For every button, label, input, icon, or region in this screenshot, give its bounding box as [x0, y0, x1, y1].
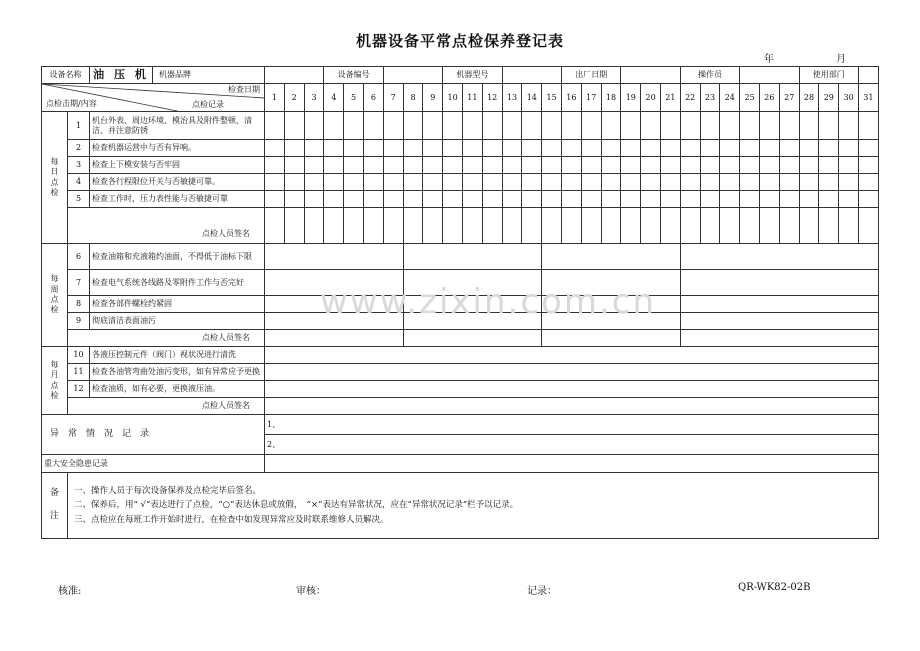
check-cell [819, 157, 839, 174]
item-text: 检查上下模安装与否牢固 [90, 157, 265, 174]
sign-cell [819, 208, 839, 244]
item-number: 11 [68, 364, 90, 381]
check-cell [423, 191, 443, 208]
check-cell [839, 140, 859, 157]
check-cell [760, 140, 780, 157]
check-cell [720, 174, 740, 191]
day-header: 23 [700, 84, 720, 112]
check-cell [740, 191, 760, 208]
check-cell [641, 112, 661, 140]
check-cell [839, 157, 859, 174]
check-cell [383, 140, 403, 157]
check-cell [304, 174, 324, 191]
item-text: 检查各部件螺栓约紧固 [90, 296, 265, 313]
monthly-section-label: 每 月 点 检 [42, 347, 68, 415]
record-label: 记录： [527, 586, 557, 597]
day-header: 17 [581, 84, 601, 112]
day-header: 26 [760, 84, 780, 112]
check-cell [740, 157, 760, 174]
day-header: 10 [443, 84, 463, 112]
check-cell [859, 157, 879, 174]
item-text: 机台外表、周边环境、模治具及附件整顿、清洁、并注意防锈 [90, 112, 265, 140]
month-cell [265, 347, 879, 364]
check-cell [601, 112, 621, 140]
sign-cell [482, 208, 502, 244]
day-header: 28 [799, 84, 819, 112]
check-cell [700, 112, 720, 140]
check-cell [463, 157, 483, 174]
check-cell [680, 191, 700, 208]
check-date-label: 检查日期 [228, 85, 260, 94]
abnormal-line-1: 1、 [265, 415, 879, 435]
dept-value [859, 67, 879, 84]
day-header: 15 [542, 84, 562, 112]
item-number: 9 [68, 313, 90, 330]
week-sign-cell [403, 330, 542, 347]
item-number: 5 [68, 191, 90, 208]
check-cell [779, 191, 799, 208]
check-cell [423, 112, 443, 140]
check-cell [700, 157, 720, 174]
day-header: 12 [482, 84, 502, 112]
check-cell [621, 112, 641, 140]
sign-cell [383, 208, 403, 244]
item-number: 12 [68, 381, 90, 398]
item-text: 检查电气系统各线路及零附件工作与否完好 [90, 270, 265, 296]
check-cell [364, 174, 384, 191]
sign-cell [581, 208, 601, 244]
day-header: 31 [859, 84, 879, 112]
item-number: 1 [68, 112, 90, 140]
month-cell [265, 381, 879, 398]
check-cell [581, 191, 601, 208]
sign-cell [324, 208, 344, 244]
check-cell [265, 191, 285, 208]
abnormal-label: 异 常 情 况 记 录 [42, 415, 265, 455]
check-cell [819, 191, 839, 208]
watermark: www.zixin.com.cn [320, 282, 656, 322]
check-cell [641, 140, 661, 157]
check-cell [403, 174, 423, 191]
item-number: 8 [68, 296, 90, 313]
check-cell [502, 140, 522, 157]
check-cell [542, 191, 562, 208]
check-cell [265, 140, 285, 157]
check-cell [562, 112, 582, 140]
sign-cell [562, 208, 582, 244]
check-cell [463, 140, 483, 157]
item-text: 彻底清洁表面油污 [90, 313, 265, 330]
day-header: 13 [502, 84, 522, 112]
form-code: QR-WK82-02B [738, 582, 811, 593]
check-cell [542, 174, 562, 191]
sign-cell [799, 208, 819, 244]
check-cell [542, 140, 562, 157]
check-cell [819, 174, 839, 191]
item-text: 检查各油管弯曲处油污变形，如有异常应予更换 [90, 364, 265, 381]
brand-label: 机器品牌 [159, 70, 191, 79]
item-number: 3 [68, 157, 90, 174]
sign-cell [265, 208, 285, 244]
week-cell [680, 244, 878, 270]
check-cell [443, 174, 463, 191]
remark-line: 三、点检应在每班工作开始时进行，在检查中如发现异常应及时联系维修人员解决。 [74, 514, 389, 525]
remarks-label: 备 注 [42, 473, 68, 539]
check-cell [522, 112, 542, 140]
check-cell [522, 174, 542, 191]
weekly-section-label: 每 周 点 检 [42, 244, 68, 347]
week-sign-cell [265, 330, 404, 347]
check-cell [443, 140, 463, 157]
check-cell [344, 112, 364, 140]
check-cell [581, 112, 601, 140]
month-sign-cell [265, 398, 879, 415]
check-cell [542, 112, 562, 140]
week-cell [542, 244, 681, 270]
check-cell [621, 157, 641, 174]
check-cell [502, 174, 522, 191]
week-sign-cell [542, 330, 681, 347]
check-cell [482, 174, 502, 191]
check-cell [522, 191, 542, 208]
check-cell [364, 157, 384, 174]
check-cell [680, 157, 700, 174]
remark-line: 二、保养后，用“ √”表达进行了点检，“○”表达休息或放假， “×”表达有异常状况，应在“异常状况记录”栏予以记录。 [74, 500, 519, 511]
check-cell [779, 174, 799, 191]
day-header: 1 [265, 84, 285, 112]
hazard-value [265, 455, 879, 473]
review-label: 审核： [296, 586, 326, 597]
check-cell [601, 191, 621, 208]
check-cell [621, 191, 641, 208]
check-cell [859, 112, 879, 140]
check-cell [403, 191, 423, 208]
check-cell [819, 140, 839, 157]
equip-name-value: 油 压 机 [90, 67, 153, 83]
sign-cell [443, 208, 463, 244]
month-cell [265, 364, 879, 381]
check-cell [522, 140, 542, 157]
check-cell [799, 191, 819, 208]
check-cell [562, 191, 582, 208]
week-sign-cell [680, 330, 878, 347]
check-cell [284, 157, 304, 174]
item-text: 检查油箱和充液箱约油面，不得低于油标下限 [90, 244, 265, 270]
check-cell [502, 157, 522, 174]
check-cell [304, 157, 324, 174]
weekly-sign-label: 点检人员签名 [68, 330, 265, 347]
check-cell [581, 140, 601, 157]
day-header: 14 [522, 84, 542, 112]
check-cell [423, 140, 443, 157]
check-cell [304, 112, 324, 140]
check-cell [680, 174, 700, 191]
check-cell [799, 112, 819, 140]
check-cell [799, 140, 819, 157]
check-cell [680, 112, 700, 140]
week-cell [680, 270, 878, 296]
check-cell [601, 174, 621, 191]
day-header: 4 [324, 84, 344, 112]
check-cell [482, 157, 502, 174]
check-cell [364, 191, 384, 208]
check-cell [601, 140, 621, 157]
check-cell [403, 112, 423, 140]
sign-cell [601, 208, 621, 244]
model-label: 机器型号 [443, 67, 502, 84]
check-cell [324, 157, 344, 174]
sign-cell [502, 208, 522, 244]
check-cell [502, 191, 522, 208]
check-cell [641, 157, 661, 174]
sign-cell [364, 208, 384, 244]
check-cell [680, 140, 700, 157]
check-cell [740, 112, 760, 140]
day-header: 5 [344, 84, 364, 112]
check-cell [601, 157, 621, 174]
sign-cell [720, 208, 740, 244]
equip-name-label: 设备名称 [42, 67, 90, 84]
brand-value [265, 67, 324, 84]
check-cell [562, 140, 582, 157]
equip-no-value [383, 67, 442, 84]
item-text: 各液压控制元件（阀门）视状况进行清洗 [90, 347, 265, 364]
check-cell [304, 140, 324, 157]
check-cell [364, 112, 384, 140]
remark-line: 一、操作人员于每次设备保养及点检完毕后签名。 [74, 485, 262, 496]
check-cell [403, 157, 423, 174]
hazard-label: 重大安全隐患记录 [42, 455, 265, 473]
sign-cell [660, 208, 680, 244]
check-cell [720, 140, 740, 157]
check-cell [720, 112, 740, 140]
day-header: 7 [383, 84, 403, 112]
check-cell [562, 157, 582, 174]
sign-cell [859, 208, 879, 244]
sign-cell [403, 208, 423, 244]
check-cell [700, 174, 720, 191]
sign-cell [621, 208, 641, 244]
check-cell [284, 174, 304, 191]
check-cell [839, 191, 859, 208]
sign-cell [700, 208, 720, 244]
item-number: 4 [68, 174, 90, 191]
check-cell [859, 140, 879, 157]
week-cell [680, 313, 878, 330]
factory-date-label: 出厂日期 [562, 67, 621, 84]
day-header: 22 [680, 84, 700, 112]
sign-cell [522, 208, 542, 244]
model-value [502, 67, 561, 84]
check-cell [482, 112, 502, 140]
sign-cell [304, 208, 324, 244]
check-cell [839, 174, 859, 191]
sign-cell [344, 208, 364, 244]
month-label: 月 [836, 54, 846, 65]
operator-label: 操作员 [680, 67, 739, 84]
check-cell [740, 140, 760, 157]
check-cell [463, 191, 483, 208]
check-cell [284, 112, 304, 140]
sign-cell [542, 208, 562, 244]
check-cell [383, 191, 403, 208]
factory-date-value [621, 67, 680, 84]
item-text: 检查油质，如有必要，更换液压油。 [90, 381, 265, 398]
check-cell [779, 157, 799, 174]
check-cell [443, 157, 463, 174]
daily-section-label: 每 日 点 检 [42, 112, 68, 244]
check-cell [344, 157, 364, 174]
check-cell [641, 174, 661, 191]
day-header: 19 [621, 84, 641, 112]
diagonal-header [42, 84, 265, 112]
day-header: 30 [839, 84, 859, 112]
week-cell [680, 296, 878, 313]
item-text: 检查各行程限位开关与否敏捷可靠。 [90, 174, 265, 191]
item-number: 6 [68, 244, 90, 270]
item-number: 7 [68, 270, 90, 296]
check-cell [522, 157, 542, 174]
check-cell [720, 157, 740, 174]
check-cell [344, 191, 364, 208]
abnormal-line-2: 2、 [265, 435, 879, 455]
item-number: 10 [68, 347, 90, 364]
item-number: 2 [68, 140, 90, 157]
check-cell [760, 157, 780, 174]
check-cell [760, 174, 780, 191]
week-cell [265, 244, 404, 270]
sign-cell [839, 208, 859, 244]
item-text: 检查工作时，压力表性能与否敏捷可靠 [90, 191, 265, 208]
check-cell [482, 191, 502, 208]
equip-no-label: 设备编号 [324, 67, 383, 84]
check-cell [383, 174, 403, 191]
check-cell [660, 112, 680, 140]
check-cell [284, 191, 304, 208]
check-cell [383, 112, 403, 140]
monthly-sign-label: 点检人员签名 [68, 398, 265, 415]
check-cell [482, 140, 502, 157]
day-header: 21 [660, 84, 680, 112]
day-header: 6 [364, 84, 384, 112]
check-cell [542, 157, 562, 174]
check-cell [344, 140, 364, 157]
check-cell [660, 174, 680, 191]
check-cell [324, 140, 344, 157]
check-cell [720, 191, 740, 208]
sign-cell [641, 208, 661, 244]
sign-cell [680, 208, 700, 244]
check-cell [344, 174, 364, 191]
check-cell [760, 191, 780, 208]
check-cell [779, 140, 799, 157]
check-cell [562, 174, 582, 191]
check-cell [463, 174, 483, 191]
daily-sign-label: 点检人员签名 [68, 208, 265, 244]
day-header: 2 [284, 84, 304, 112]
day-header: 25 [740, 84, 760, 112]
approve-label: 核准: [58, 586, 82, 597]
dept-label: 使用部门 [799, 67, 858, 84]
sign-cell [779, 208, 799, 244]
check-cell [700, 191, 720, 208]
check-cell [423, 157, 443, 174]
check-cell [284, 140, 304, 157]
check-cell [621, 174, 641, 191]
check-cell [324, 174, 344, 191]
check-cell [463, 112, 483, 140]
day-header: 3 [304, 84, 324, 112]
check-cell [621, 140, 641, 157]
check-cell [859, 174, 879, 191]
check-cell [403, 140, 423, 157]
year-label: 年 [764, 54, 774, 65]
day-header: 29 [819, 84, 839, 112]
sign-cell [760, 208, 780, 244]
check-cell [324, 191, 344, 208]
day-header: 16 [562, 84, 582, 112]
sign-cell [463, 208, 483, 244]
check-cell [383, 157, 403, 174]
check-cell [581, 157, 601, 174]
check-cell [799, 157, 819, 174]
check-cell [660, 191, 680, 208]
check-cell [760, 112, 780, 140]
record-label: 点检记录 [192, 100, 224, 109]
check-cell [443, 112, 463, 140]
check-cell [443, 191, 463, 208]
check-cell [502, 112, 522, 140]
check-cell [779, 112, 799, 140]
day-header: 9 [423, 84, 443, 112]
check-cell [839, 112, 859, 140]
check-cell [700, 140, 720, 157]
check-cell [364, 140, 384, 157]
remarks-body [68, 473, 879, 539]
week-cell [403, 244, 542, 270]
sign-cell [423, 208, 443, 244]
check-cell [265, 157, 285, 174]
operator-value [740, 67, 799, 84]
equip-name-cell [90, 67, 265, 84]
item-text: 检查机器运营中与否有异响。 [90, 140, 265, 157]
check-cell [641, 191, 661, 208]
check-cell [819, 112, 839, 140]
day-header: 18 [601, 84, 621, 112]
check-cell [423, 174, 443, 191]
check-cell [265, 112, 285, 140]
sign-cell [284, 208, 304, 244]
day-header: 8 [403, 84, 423, 112]
check-cell [740, 174, 760, 191]
check-cell [799, 174, 819, 191]
check-cell [660, 157, 680, 174]
day-header: 27 [779, 84, 799, 112]
check-cell [304, 191, 324, 208]
check-cell [859, 191, 879, 208]
day-header: 20 [641, 84, 661, 112]
sign-cell [740, 208, 760, 244]
check-cell [265, 174, 285, 191]
day-header: 24 [720, 84, 740, 112]
day-header: 11 [463, 84, 483, 112]
check-cell [660, 140, 680, 157]
check-cell [324, 112, 344, 140]
check-cell [581, 174, 601, 191]
form-title: 机器设备平常点检保养登记表 [355, 32, 564, 50]
period-content-label: 点检击期/内容 [46, 99, 97, 108]
